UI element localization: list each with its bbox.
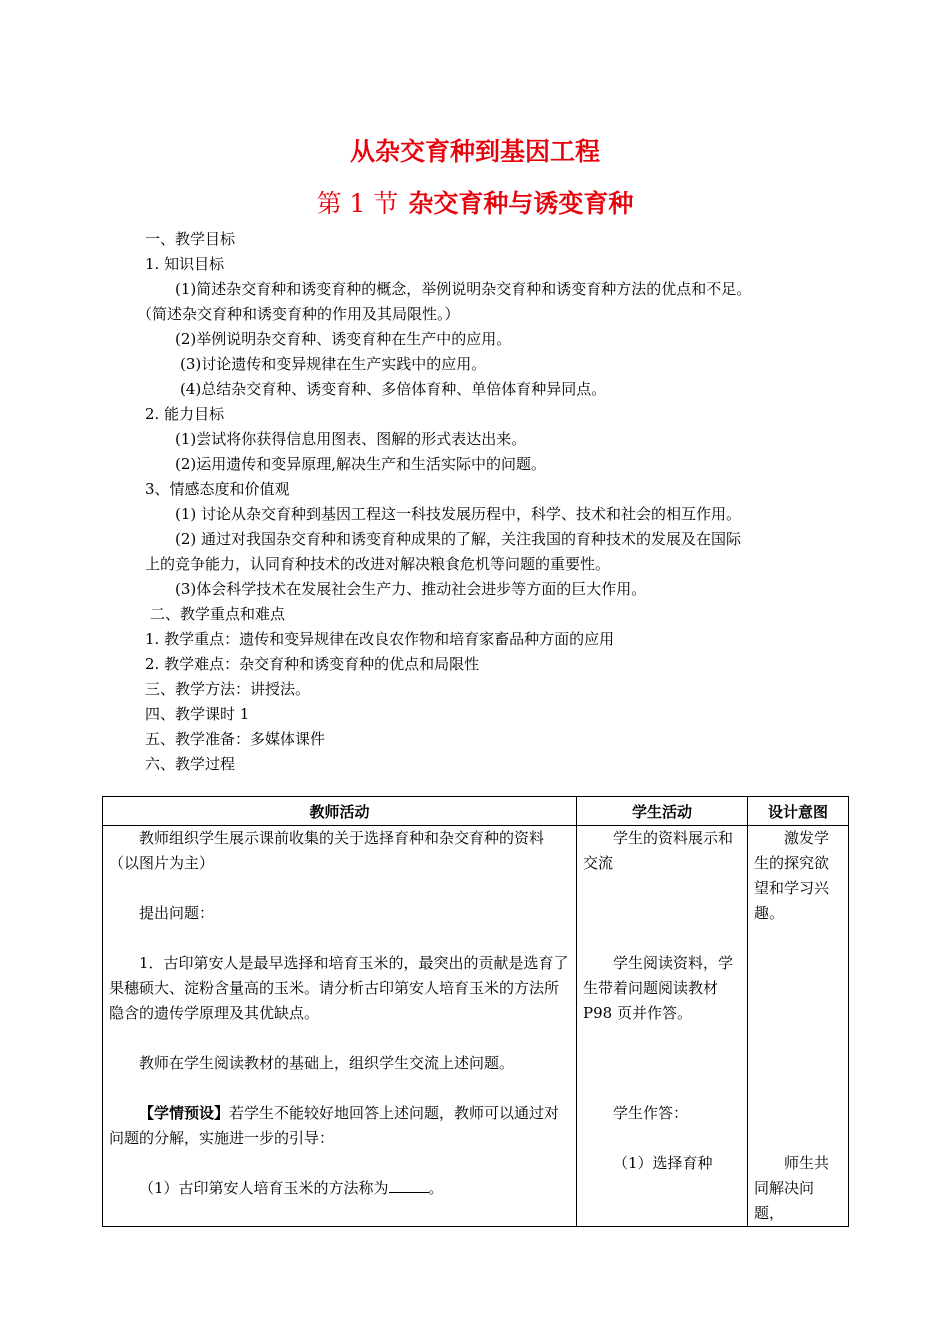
teacher-para-4: 教师在学生阅读教材的基础上，组织学生交流上述问题。 (139, 1054, 515, 1072)
preset-label: 【学情预设】 (139, 1104, 230, 1122)
knowledge-item-3: (3)讨论遗传和变异规律在生产实践中的应用。 (180, 355, 487, 373)
teaching-process-table (102, 796, 849, 1227)
student-para-4: （1）选择育种 (613, 1154, 713, 1172)
document-title: 从杂交育种到基因工程 (349, 137, 600, 166)
section-name: 杂交育种与诱变育种 (408, 189, 634, 218)
knowledge-item-2: (2)举例说明杂交育种、诱变育种在生产中的应用。 (175, 330, 512, 348)
knowledge-item-4: (4)总结杂交育种、诱变育种、多倍体育种、单倍体育种异同点。 (180, 380, 607, 398)
student-activity-cell (577, 826, 748, 1227)
knowledge-item-1: (1)简述杂交育种和诱变育种的概念，举例说明杂交育种和诱变育种方法的优点和不足。 (175, 280, 752, 298)
teacher-para-3: 1．古印第安人是最早选择和培育玉米的，最突出的贡献是选育了果穗硕大、淀粉含量高的玉米。请分析古印第安人培育玉米的方法所隐含的遗传学原理及其优缺点。 (109, 954, 569, 1022)
student-para-2: 学生阅读资料，学生带着问题阅读教材 P98 页并作答。 (583, 954, 734, 1022)
preset-text: 若学生不能较好地回答上述问题，教师可以通过对问题的分解，实施进一步的引导： (109, 1104, 560, 1147)
answer-blank (389, 1178, 429, 1193)
section-number: 第 1 节 (316, 189, 399, 218)
heading-key-points: 二、教学重点和难点 (150, 605, 286, 623)
section-title (0, 184, 950, 220)
knowledge-item-1-note: （简述杂交育种和诱变育种的作用及其局限性。） (137, 305, 460, 323)
heading-objectives: 一、教学目标 (145, 230, 236, 248)
question-1-end: 。 (428, 1179, 444, 1197)
intent-para-1: 激发学生的探究欲望和学习兴趣。 (754, 829, 830, 922)
teacher-para-2: 提出问题： (139, 904, 215, 922)
teacher-para-1: 教师组织学生展示课前收集的关于选择育种和杂交育种的资料（以图片为主） (109, 829, 545, 872)
teacher-para-6 (109, 1176, 570, 1201)
header-teacher: 教师活动 (103, 797, 577, 826)
key-point: 1. 教学重点：遗传和变异规律在改良农作物和培育家畜品种方面的应用 (145, 630, 615, 648)
student-para-3: 学生作答： (613, 1104, 689, 1122)
heading-values: 3、情感态度和价值观 (145, 480, 290, 498)
values-item-1: (1) 讨论从杂交育种到基因工程这一科技发展历程中，科学、技术和社会的相互作用。 (175, 505, 742, 523)
teaching-method: 三、教学方法：讲授法。 (145, 680, 311, 698)
question-1-text: （1）古印第安人培育玉米的方法称为 (139, 1179, 389, 1197)
ability-item-1: (1)尝试将你获得信息用图表、图解的形式表达出来。 (175, 430, 527, 448)
values-item-2: (2) 通过对我国杂交育种和诱变育种成果的了解，关注我国的育种技术的发展及在国际 (175, 530, 742, 548)
header-student: 学生活动 (577, 797, 748, 826)
intent-para-2: 师生共同解决问题， (754, 1154, 830, 1222)
design-intent-cell (748, 826, 849, 1227)
ability-item-2: (2)运用遗传和变异原理,解决生产和生活实际中的问题。 (175, 455, 547, 473)
teacher-para-5 (109, 1101, 570, 1151)
teaching-preparation: 五、教学准备：多媒体课件 (145, 730, 326, 748)
values-item-2-cont: 上的竞争能力，认同育种技术的改进对解决粮食危机等问题的重要性。 (145, 555, 611, 573)
heading-ability: 2. 能力目标 (145, 405, 225, 423)
heading-process: 六、教学过程 (145, 755, 236, 773)
header-intent: 设计意图 (748, 797, 849, 826)
teaching-hours: 四、教学课时 1 (145, 705, 250, 723)
heading-knowledge: 1. 知识目标 (145, 255, 225, 273)
values-item-3: (3)体会科学技术在发展社会生产力、推动社会进步等方面的巨大作用。 (175, 580, 647, 598)
teacher-activity-cell (103, 826, 577, 1227)
difficult-point: 2. 教学难点：杂交育种和诱变育种的优点和局限性 (145, 655, 480, 673)
student-para-1: 学生的资料展示和交流 (583, 829, 734, 872)
